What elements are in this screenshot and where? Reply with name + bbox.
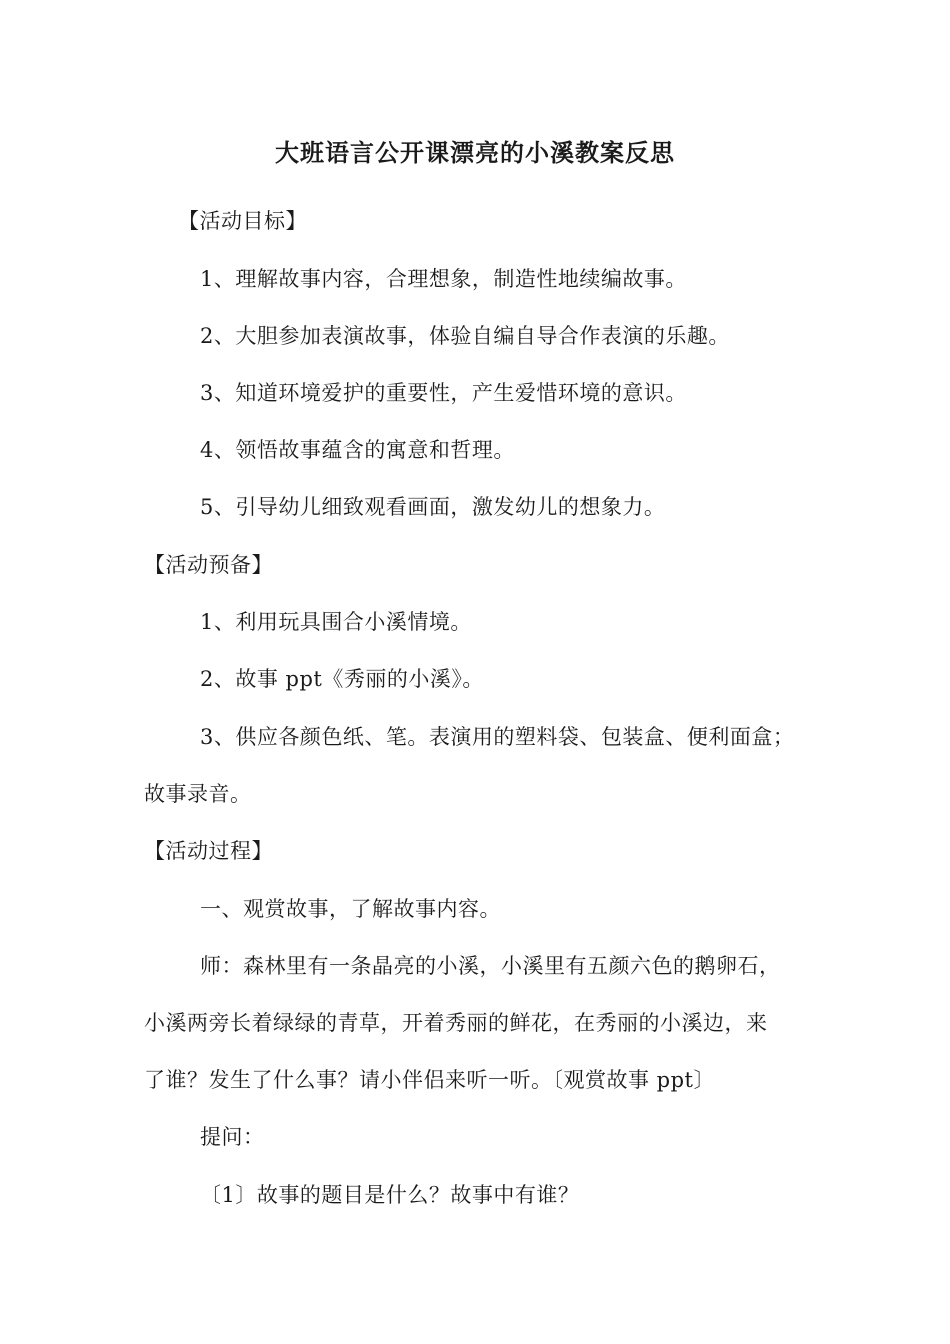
goal-item-3: 3、知道环境爱护的重要性，产生爱惜环境的意识。 (200, 381, 687, 405)
goal-item-5: 5、引导幼儿细致观看画面，激发幼儿的想象力。 (200, 495, 666, 519)
teacher-script-line-1: 师：森林里有一条晶亮的小溪，小溪里有五颜六色的鹅卵石， (200, 954, 781, 978)
section-heading-process: 【活动过程】 (144, 839, 273, 863)
goal-item-2: 2、大胆参加表演故事，体验自编自导合作表演的乐趣。 (200, 324, 730, 348)
section-heading-preparation: 【活动预备】 (144, 553, 273, 577)
prep-item-1: 1、利用玩具围合小溪情境。 (200, 610, 472, 634)
goal-item-4: 4、领悟故事蕴含的寓意和哲理。 (200, 438, 515, 462)
goal-item-1: 1、理解故事内容，合理想象，制造性地续编故事。 (200, 267, 687, 291)
teacher-script-line-2: 小溪两旁长着绿绿的青草，开着秀丽的鲜花，在秀丽的小溪边，来 (144, 1011, 768, 1035)
prep-item-3-continued: 故事录音。 (144, 782, 252, 806)
teacher-script-line-3: 了谁？发生了什么事？请小伴侣来听一听。〔观赏故事 ppt〕 (144, 1068, 715, 1092)
question-item-1: 〔1〕故事的题目是什么？故事中有谁？ (200, 1183, 580, 1207)
prep-item-3: 3、供应各颜色纸、笔。表演用的塑料袋、包装盒、便利面盒； (200, 725, 795, 749)
process-step-1: 一、观赏故事，了解故事内容。 (200, 897, 501, 921)
document-title: 大班语言公开课漂亮的小溪教案反思 (275, 139, 675, 167)
question-label: 提问： (200, 1125, 265, 1149)
prep-item-2: 2、故事 ppt《秀丽的小溪》。 (200, 667, 484, 691)
section-heading-goals: 【活动目标】 (178, 209, 307, 233)
